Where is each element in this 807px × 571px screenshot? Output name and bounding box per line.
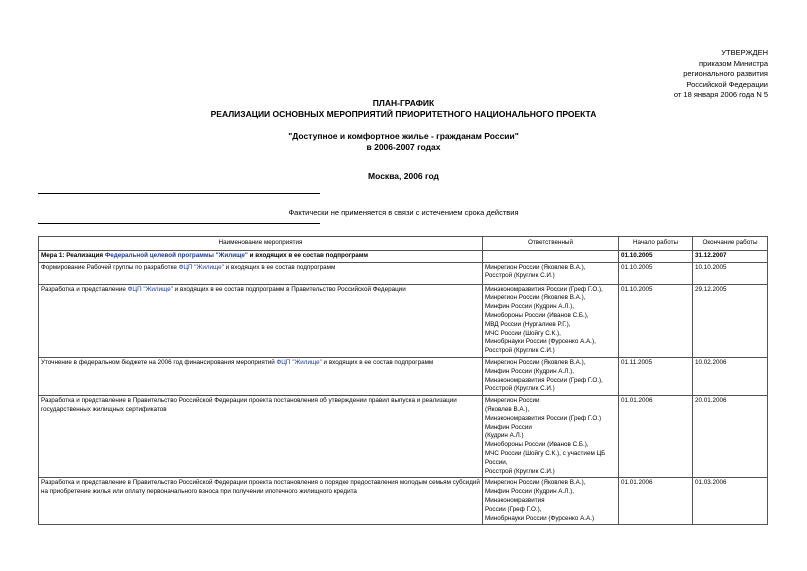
header-start: Начало работы bbox=[619, 237, 693, 251]
responsible-line: МЧС России (Шойгу С.К.), с участием ЦБ bbox=[485, 449, 606, 457]
table-row bbox=[39, 262, 768, 284]
divider-bottom bbox=[38, 223, 320, 224]
row-start: 01.11.2005 bbox=[619, 357, 693, 395]
approval-stamp bbox=[674, 48, 768, 101]
responsible-line: МВД России (Нургалиев Р.Г.), bbox=[485, 320, 571, 328]
responsible-line: России, bbox=[485, 458, 508, 466]
program-link[interactable]: Федеральной целевой программы "Жилище" bbox=[104, 251, 248, 259]
row-end: 10.02.2006 bbox=[693, 357, 768, 395]
responsible-line: Минобрнауки России (Фурсенко А.А.) bbox=[485, 514, 595, 522]
row-start: 01.01.2006 bbox=[619, 478, 693, 525]
responsible-line: Минрегион России bbox=[485, 397, 540, 405]
responsible-line: Минфин России bbox=[485, 423, 532, 431]
row-responsible bbox=[483, 262, 619, 284]
measure-name bbox=[39, 250, 483, 262]
responsible-line: Минэкономразвития России (Греф Г.О.) bbox=[485, 414, 602, 422]
row-start: 01.10.2005 bbox=[619, 262, 693, 284]
measure-row bbox=[39, 250, 768, 262]
responsible-line: Минрегион России (Яковлев В.А.), bbox=[485, 479, 586, 487]
project-name bbox=[0, 131, 807, 153]
approval-line: регионального развития bbox=[683, 69, 768, 79]
row-start: 01.01.2006 bbox=[619, 396, 693, 478]
responsible-line: Минрегион России (Яковлев В.А.), bbox=[485, 294, 586, 302]
document-title bbox=[0, 98, 807, 120]
title-line-3: "Доступное и комфортное жилье - гражданам России" bbox=[288, 131, 519, 141]
table-row bbox=[39, 284, 768, 357]
row-name: Разработка и представление в Правительство Российской Федерации проекта постановления об утверждении правил выпуска и реализации государственных жилищных сертификатов bbox=[39, 396, 483, 478]
table-row bbox=[39, 478, 768, 525]
plan-table bbox=[38, 236, 768, 525]
responsible-line: Минэкономразвития России (Греф Г.О.), bbox=[485, 376, 603, 384]
title-line-2: РЕАЛИЗАЦИИ ОСНОВНЫХ МЕРОПРИЯТИЙ ПРИОРИТЕТНОГО НАЦИОНАЛЬНОГО ПРОЕКТА bbox=[210, 109, 597, 119]
responsible-line: Минрегион России (Яковлев В.А.), bbox=[485, 358, 586, 366]
measure-suffix: и входящих в ее состав подпрограмм bbox=[247, 251, 369, 259]
fcp-link[interactable]: ФЦП "Жилище" bbox=[178, 263, 224, 271]
measure-prefix: Мера 1: Реализация bbox=[41, 251, 105, 259]
table-header-row bbox=[39, 237, 768, 251]
row-name bbox=[39, 284, 483, 357]
table-row bbox=[39, 396, 768, 478]
row-end: 29.12.2005 bbox=[693, 284, 768, 357]
row-name: Разработка и представление в Правительство Российской Федерации проекта постановления о порядке предоставления молодым семьям субсидий на приобретение жилья или оплату первоначального взноса при получении ипотечного жилищного кредита bbox=[39, 478, 483, 525]
row-responsible bbox=[483, 396, 619, 478]
name-text: и входящих в ее состав подпрограмм bbox=[321, 358, 434, 366]
responsible-line: Росстрой (Круглик С.И.) bbox=[485, 385, 555, 393]
row-name bbox=[39, 357, 483, 395]
row-responsible bbox=[483, 478, 619, 525]
responsible-line: (Яковлев В.А.), bbox=[485, 405, 530, 413]
title-line-4: в 2006-2007 годах bbox=[366, 142, 441, 152]
responsible-line: Минфин России (Кудрин А.Л.), bbox=[485, 303, 574, 311]
row-end: 01.03.2006 bbox=[693, 478, 768, 525]
responsible-line: Минобрнауки России (Фурсенко А.А.), bbox=[485, 338, 596, 346]
row-responsible bbox=[483, 284, 619, 357]
title-line-1: ПЛАН-ГРАФИК bbox=[372, 98, 435, 108]
measure-end: 31.12.2007 bbox=[693, 250, 768, 262]
row-end: 20.01.2006 bbox=[693, 396, 768, 478]
row-start: 01.10.2005 bbox=[619, 284, 693, 357]
name-text: Формирование Рабочей группы по разработке bbox=[41, 263, 179, 271]
row-responsible bbox=[483, 357, 619, 395]
fcp-link[interactable]: ФЦП "Жилище" bbox=[276, 358, 322, 366]
approval-line: приказом Министра bbox=[698, 58, 768, 68]
status-note: Фактически не применяется в связи с истечением срока действия bbox=[288, 208, 519, 217]
row-name bbox=[39, 262, 483, 284]
responsible-line: Минэкономразвития bbox=[485, 496, 545, 504]
responsible-line: Росстрой (Круглик С.И.) bbox=[485, 272, 555, 280]
row-end: 10.10.2005 bbox=[693, 262, 768, 284]
responsible-line: Росстрой (Круглик С.И.) bbox=[485, 467, 555, 475]
responsible-line: Минфин России (Кудрин А.Л.), bbox=[485, 367, 574, 375]
header-end: Окончание работы bbox=[693, 237, 768, 251]
name-text: Уточнение в федеральном бюджете на 2006 год финансирования мероприятий bbox=[41, 358, 277, 366]
responsible-line: Минобороны России (Иванов С.Б.), bbox=[485, 311, 589, 319]
divider-top bbox=[38, 193, 320, 194]
header-name: Наименование мероприятия bbox=[39, 237, 483, 251]
responsible-line: России (Греф Г.О.), bbox=[485, 505, 542, 513]
name-text: и входящих в ее состав подпрограмм bbox=[223, 263, 336, 271]
approval-line: УТВЕРЖДЕН bbox=[721, 48, 768, 57]
name-text: Разработка и представление bbox=[41, 285, 128, 293]
fcp-link[interactable]: ФЦП "Жилище" bbox=[127, 285, 173, 293]
header-responsible: Ответственный bbox=[483, 237, 619, 251]
responsible-line: (Кудрин А.Л.) bbox=[485, 432, 524, 440]
responsible-line: Минэкономразвития России (Греф Г.О.), bbox=[485, 285, 603, 293]
responsible-line: Минрегион России (Яковлев В.А.), bbox=[485, 263, 586, 271]
name-text: и входящих в ее состав подпрограмм в Правительство Российской Федерации bbox=[172, 285, 406, 293]
responsible-line: МЧС России (Шойгу С.К.), bbox=[485, 329, 561, 337]
approval-line: Российской Федерации bbox=[686, 79, 768, 89]
responsible-line: Минобороны России (Иванов С.Б.), bbox=[485, 441, 589, 449]
table-row bbox=[39, 357, 768, 395]
place-year: Москва, 2006 год bbox=[368, 171, 439, 181]
approval-line: от 18 января 2006 года N 5 bbox=[673, 90, 768, 100]
responsible-line: Минфин России (Кудрин А.Л.), bbox=[485, 488, 574, 496]
measure-start: 01.10.2005 bbox=[619, 250, 693, 262]
measure-responsible bbox=[483, 250, 619, 262]
responsible-line: Росстрой (Круглик С.И.) bbox=[485, 347, 555, 355]
